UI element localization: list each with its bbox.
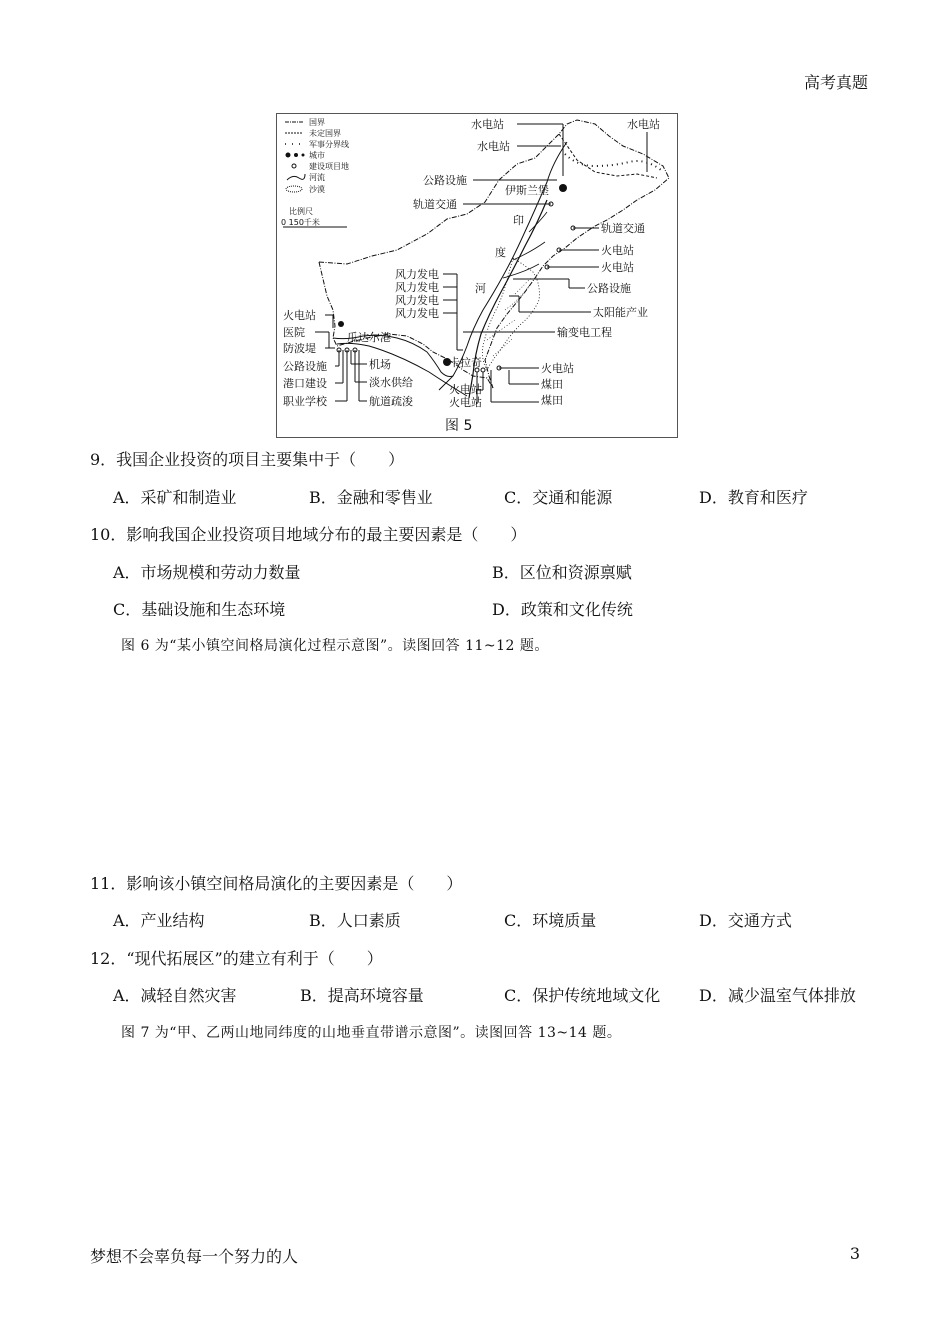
gwadar-marker: [338, 321, 344, 327]
svg-text:机场: 机场: [369, 358, 391, 371]
q9-option-a[interactable]: A．采矿和制造业: [113, 488, 237, 507]
svg-text:煤田: 煤田: [541, 394, 563, 407]
header-tag: 高考真题: [803, 73, 868, 92]
q9-stem: 9．我国企业投资的项目主要集中于（ ）: [90, 450, 405, 469]
city-label: 瓜达尔港: [347, 331, 391, 344]
figure6-intro: 图 6 为“某小镇空间格局演化过程示意图”。读图回答 11~12 题。: [121, 638, 549, 654]
q10-option-d[interactable]: D．政策和文化传统: [492, 600, 633, 619]
legend-item: 建设项目地: [309, 162, 349, 171]
svg-text:火电站: 火电站: [541, 362, 574, 375]
svg-text:水电站: 水电站: [627, 118, 660, 131]
svg-text:风力发电: 风力发电: [395, 268, 439, 281]
svg-text:淡水供给: 淡水供给: [369, 376, 413, 389]
q11-stem: 11．影响该小镇空间格局演化的主要因素是（ ）: [90, 874, 463, 893]
q10-option-a[interactable]: A．市场规模和劳动力数量: [113, 563, 301, 582]
city-label: 伊斯兰堡: [505, 184, 549, 197]
q12-stem: 12．“现代拓展区”的建立有利于（ ）: [90, 949, 383, 968]
svg-text:输变电工程: 输变电工程: [557, 326, 612, 339]
q9-option-d[interactable]: D．教育和医疗: [699, 488, 808, 507]
svg-text:火电站: 火电站: [283, 309, 316, 322]
svg-text:职业学校: 职业学校: [283, 395, 327, 408]
q10-stem: 10．影响我国企业投资项目地域分布的最主要因素是（ ）: [90, 525, 527, 544]
q11-option-b[interactable]: B．人口素质: [309, 911, 401, 930]
islamabad-marker: [559, 184, 567, 192]
q12-option-a[interactable]: A．减轻自然灾害: [113, 986, 237, 1005]
legend-scale-label: 比例尺: [289, 207, 313, 216]
figure-5-map: [276, 113, 678, 438]
q10-option-c[interactable]: C．基础设施和生态环境: [113, 600, 286, 619]
svg-text:印: 印: [513, 214, 524, 227]
legend-item: 城市: [309, 151, 325, 160]
legend-item: 沙漠: [309, 185, 325, 194]
svg-text:水电站: 水电站: [471, 118, 504, 131]
svg-text:火电站: 火电站: [449, 383, 482, 396]
svg-text:水电站: 水电站: [477, 140, 510, 153]
svg-text:河: 河: [475, 282, 486, 295]
figure7-intro: 图 7 为“甲、乙两山地同纬度的山地垂直带谱示意图”。读图回答 13~14 题。: [121, 1025, 622, 1041]
q9-option-c[interactable]: C．交通和能源: [504, 488, 613, 507]
q11-option-d[interactable]: D．交通方式: [699, 911, 792, 930]
svg-text:火电站: 火电站: [601, 244, 634, 257]
q9-option-b[interactable]: B．金融和零售业: [309, 488, 433, 507]
svg-text:风力发电: 风力发电: [395, 294, 439, 307]
q12-option-b[interactable]: B．提高环境容量: [300, 986, 424, 1005]
svg-text:医院: 医院: [283, 326, 305, 339]
svg-text:风力发电: 风力发电: [395, 281, 439, 294]
city-label: 卡拉奇: [449, 356, 482, 369]
legend-item: 军事分界线: [309, 140, 349, 149]
svg-text:煤田: 煤田: [541, 378, 563, 391]
q12-option-d[interactable]: D．减少温室气体排放: [699, 986, 856, 1005]
svg-text:航道疏浚: 航道疏浚: [369, 395, 413, 408]
figure-caption: 图 5: [445, 418, 473, 434]
legend-item: 河流: [309, 173, 325, 182]
q12-option-c[interactable]: C．保护传统地域文化: [504, 986, 661, 1005]
q11-option-c[interactable]: C．环境质量: [504, 911, 597, 930]
svg-text:轨道交通: 轨道交通: [601, 222, 645, 235]
svg-text:公路设施: 公路设施: [283, 360, 327, 373]
footer-motto: 梦想不会辜负每一个努力的人: [90, 1247, 299, 1266]
svg-text:防波堤: 防波堤: [283, 342, 316, 355]
q11-option-a[interactable]: A．产业结构: [113, 911, 205, 930]
map-legend: [281, 118, 349, 227]
q10-option-b[interactable]: B．区位和资源禀赋: [492, 563, 632, 582]
svg-text:风力发电: 风力发电: [395, 307, 439, 320]
legend-item: 国界: [309, 118, 325, 127]
svg-text:港口建设: 港口建设: [283, 377, 327, 390]
svg-text:公路设施: 公路设施: [423, 174, 467, 187]
legend-scale-values: 0 150千米: [281, 218, 320, 227]
svg-text:公路设施: 公路设施: [587, 282, 631, 295]
svg-text:轨道交通: 轨道交通: [413, 198, 457, 211]
page-number: 3: [849, 1244, 860, 1263]
svg-text:度: 度: [495, 246, 506, 259]
svg-text:火电站: 火电站: [449, 396, 482, 409]
legend-item: 未定国界: [309, 129, 341, 138]
desert-area: [483, 258, 540, 370]
svg-text:火电站: 火电站: [601, 261, 634, 274]
svg-text:太阳能产业: 太阳能产业: [593, 306, 648, 319]
